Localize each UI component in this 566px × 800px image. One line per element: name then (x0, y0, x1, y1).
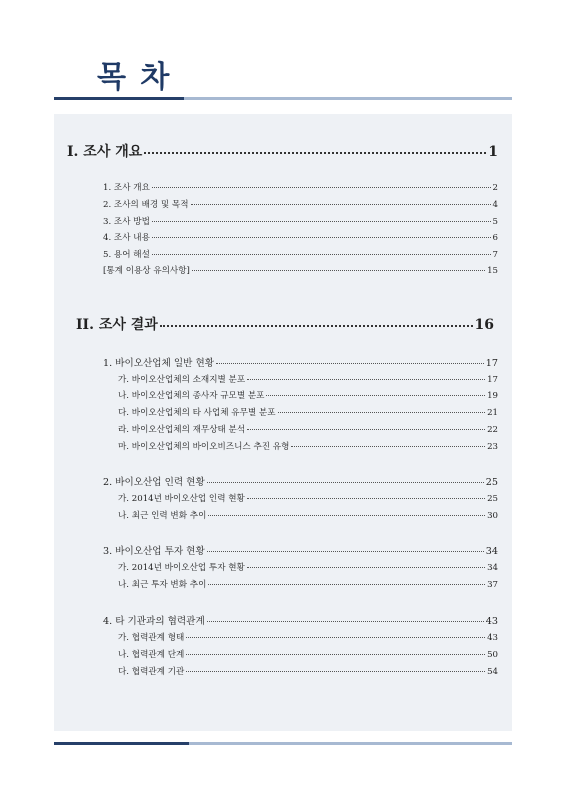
toc-subitem[interactable] (118, 389, 498, 401)
toc-page: 43 (485, 616, 498, 627)
toc-label: 나. 바이오산업체의 종사자 규모별 분포 (118, 391, 265, 401)
dot-leader (216, 363, 484, 364)
dot-leader (247, 567, 485, 568)
dot-leader (186, 671, 485, 672)
toc-label: 4. 타 기관과의 협력관계 (103, 616, 205, 627)
dot-leader (247, 498, 485, 499)
toc-label: 가. 2014년 바이오산업 투자 현황 (118, 563, 245, 573)
dot-leader (208, 584, 485, 585)
toc-label: 1. 바이오산업체 일반 현황 (103, 358, 214, 369)
dot-leader (207, 482, 484, 483)
bottom-rule (54, 742, 512, 745)
toc-page: 22 (487, 425, 498, 435)
dot-leader (144, 152, 486, 154)
toc-page: 30 (487, 511, 498, 521)
toc-label: 라. 바이오산업체의 재무상태 분석 (118, 425, 246, 435)
toc-label: 나. 최근 인력 변화 추이 (118, 511, 207, 521)
toc-subitem[interactable] (118, 631, 498, 643)
toc-label: 5. 용어 해설 (103, 250, 150, 260)
toc-label: 2. 조사의 배경 및 목적 (103, 200, 189, 210)
dot-leader (247, 379, 485, 380)
toc-subitem[interactable] (118, 492, 498, 504)
toc-label: 1. 조사 개요 (103, 183, 150, 193)
dot-leader (186, 654, 485, 655)
toc-item[interactable] (103, 181, 498, 193)
toc-page: 4 (492, 200, 498, 210)
dot-leader (191, 204, 491, 205)
toc-group[interactable] (103, 355, 498, 369)
dot-leader (152, 187, 491, 188)
toc-label: [통계 이용상 유의사항] (103, 266, 190, 276)
toc-page: 1 (488, 144, 498, 160)
toc-subitem[interactable] (118, 423, 498, 435)
toc-label: 4. 조사 내용 (103, 233, 150, 243)
toc-page: 50 (487, 650, 498, 660)
toc-page: 43 (487, 633, 498, 643)
toc-page: 34 (487, 563, 498, 573)
dot-leader (278, 412, 486, 413)
dot-leader (160, 325, 473, 327)
toc-subitem[interactable] (118, 561, 498, 573)
dot-leader (266, 395, 485, 396)
toc-section-1[interactable] (67, 141, 498, 161)
toc-page: 34 (485, 546, 498, 557)
toc-page: 5 (492, 217, 498, 227)
toc-subitem[interactable] (118, 373, 498, 385)
dot-leader (247, 429, 485, 430)
toc-subitem[interactable] (118, 648, 498, 660)
toc-label: 다. 바이오산업체의 타 사업체 유무별 분포 (118, 408, 276, 418)
dot-leader (207, 551, 484, 552)
toc-page: 19 (487, 391, 498, 401)
toc-label: 다. 협력관계 기관 (118, 667, 185, 677)
toc-item[interactable] (103, 231, 498, 243)
toc-page: 25 (485, 477, 498, 488)
toc-item[interactable] (103, 264, 498, 276)
toc-label: 3. 바이오산업 투자 현황 (103, 546, 205, 557)
toc-page: 23 (487, 442, 498, 452)
toc-label: 가. 2014년 바이오산업 인력 현황 (118, 494, 245, 504)
toc-subitem[interactable] (118, 440, 498, 452)
dot-leader (152, 254, 491, 255)
toc-group[interactable] (103, 474, 498, 488)
toc-page: 15 (487, 266, 498, 276)
toc-page: 37 (487, 580, 498, 590)
toc-page: 17 (485, 358, 498, 369)
dot-leader (207, 621, 484, 622)
dot-leader (186, 637, 485, 638)
toc-page: 54 (487, 667, 498, 677)
toc-label: 3. 조사 방법 (103, 217, 150, 227)
dot-leader (291, 446, 485, 447)
toc-page: 21 (487, 408, 498, 418)
toc-subitem[interactable] (118, 665, 498, 677)
toc-label: II. 조사 결과 (76, 317, 158, 333)
toc-label: I. 조사 개요 (67, 144, 143, 160)
toc-page: 16 (474, 317, 494, 333)
toc-item[interactable] (103, 198, 498, 210)
toc-page: 17 (487, 375, 498, 385)
dot-leader (152, 221, 491, 222)
toc-label: 가. 협력관계 형태 (118, 633, 185, 643)
toc-group[interactable] (103, 613, 498, 627)
toc-page: 25 (487, 494, 498, 504)
toc-page: 7 (492, 250, 498, 260)
toc-subitem[interactable] (118, 509, 498, 521)
toc-label: 나. 최근 투자 변화 추이 (118, 580, 207, 590)
toc-subitem[interactable] (118, 578, 498, 590)
toc-page: 2 (492, 183, 498, 193)
top-rule (54, 97, 512, 100)
toc-group[interactable] (103, 543, 498, 557)
dot-leader (152, 237, 491, 238)
toc-item[interactable] (103, 215, 498, 227)
toc-label: 가. 바이오산업체의 소재지별 분포 (118, 375, 246, 385)
toc-label: 2. 바이오산업 인력 현황 (103, 477, 205, 488)
toc-page: 6 (492, 233, 498, 243)
toc-section-2[interactable] (76, 314, 494, 334)
toc-label: 마. 바이오산업체의 바이오비즈니스 추진 유형 (118, 442, 290, 452)
dot-leader (208, 515, 485, 516)
toc-subitem[interactable] (118, 406, 498, 418)
dot-leader (192, 270, 485, 271)
page-title: 목 차 (97, 60, 172, 95)
toc-item[interactable] (103, 248, 498, 260)
toc-label: 나. 협력관계 단계 (118, 650, 185, 660)
